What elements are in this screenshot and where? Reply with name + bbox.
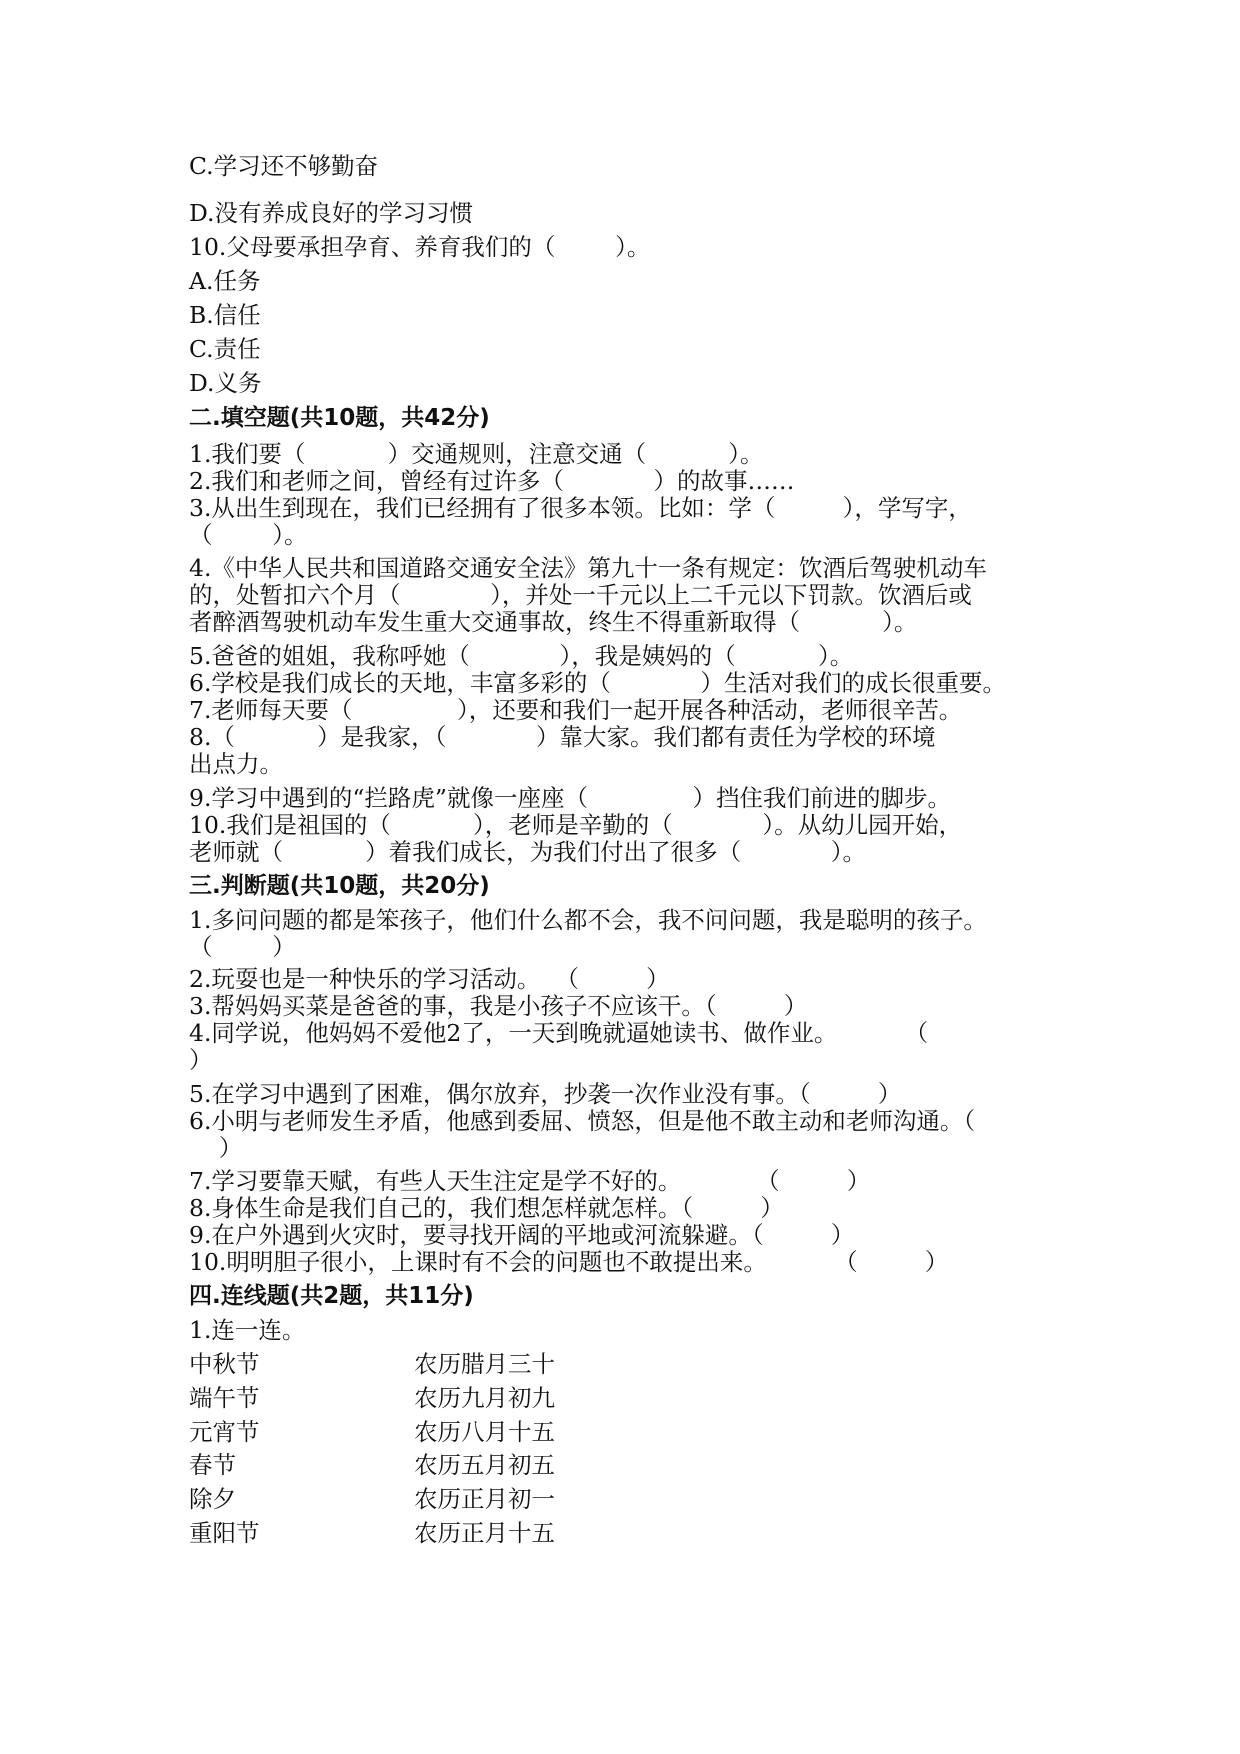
question-line: 1.我们要（ ）交通规则，注意交通（ ）。	[189, 440, 764, 468]
match-right-item: 农历八月十五	[414, 1418, 555, 1446]
question-line: 9.在户外遇到火灾时，要寻找开阔的平地或河流躲避。（ ）	[189, 1221, 855, 1249]
question-line: 3.帮妈妈买菜是爸爸的事，我是小孩子不应该干。（ ）	[189, 992, 808, 1020]
match-left-item: 元宵节	[189, 1418, 260, 1446]
question-line: ）	[189, 1046, 213, 1074]
question-line: 者醉酒驾驶机动车发生重大交通事故，终生不得重新取得（ ）。	[189, 608, 918, 636]
question-line: 1.连一连。	[189, 1316, 306, 1344]
option-line: D.没有养成良好的学习习惯	[189, 199, 473, 227]
match-left-item: 春节	[189, 1451, 236, 1479]
match-left-item: 中秋节	[189, 1350, 260, 1378]
question-line: 8.（ ）是我家，（ ）靠大家。我们都有责任为学校的环境	[189, 723, 936, 751]
question-line: 7.老师每天要（ ），还要和我们一起开展各种活动，老师很辛苦。	[189, 696, 963, 724]
question-line: 5.在学习中遇到了困难，偶尔放弃，抄袭一次作业没有事。（ ）	[189, 1080, 902, 1108]
question-line: 6.学校是我们成长的天地，丰富多彩的（ ）生活对我们的成长很重要。	[189, 669, 1007, 697]
match-right-item: 农历五月初五	[414, 1451, 555, 1479]
question-line: 的，处暂扣六个月（ ），并处一千元以上二千元以下罚款。饮酒后或	[189, 581, 972, 609]
question-line: （ ）。	[189, 521, 308, 549]
question-line: 1.多问问题的都是笨孩子，他们什么都不会，我不问问题，我是聪明的孩子。	[189, 906, 987, 934]
match-right-item: 农历腊月三十	[414, 1350, 555, 1378]
match-right-item: 农历正月十五	[414, 1519, 555, 1547]
question-line: 6.小明与老师发生矛盾，他感到委屈、愤怒，但是他不敢主动和老师沟通。（	[189, 1107, 976, 1135]
question-line: 10.父母要承担孕育、养育我们的（ ）。	[189, 233, 651, 261]
match-left-item: 重阳节	[189, 1519, 260, 1547]
section-heading-match: 四.连线题(共2题，共11分)	[189, 1283, 474, 1309]
match-right-item: 农历九月初九	[414, 1384, 555, 1412]
question-line: 4.同学说，他妈妈不爱他2了，一天到晚就逼她读书、做作业。 （	[189, 1019, 929, 1047]
match-left-item: 端午节	[189, 1384, 260, 1412]
question-line: 2.我们和老师之间，曾经有过许多（ ）的故事……	[189, 467, 795, 495]
question-line: 9.学习中遇到的“拦路虎”就像一座座（ ）挡住我们前进的脚步。	[189, 784, 952, 812]
question-line: 10.明明胆子很小，上课时有不会的问题也不敢提出来。 （ ）	[189, 1248, 949, 1276]
question-line: 老师就（ ）着我们成长，为我们付出了很多（ ）。	[189, 838, 867, 866]
question-line: 7.学习要靠天赋，有些人天生注定是学不好的。 （ ）	[189, 1167, 871, 1195]
question-line: 10.我们是祖国的（ ），老师是辛勤的（ ）。从幼儿园开始，	[189, 811, 963, 839]
option-line: C.学习还不够勤奋	[189, 152, 379, 180]
question-line: ）	[189, 1134, 243, 1162]
question-line: 2.玩耍也是一种快乐的学习活动。 （ ）	[189, 965, 670, 993]
option-line: B.信任	[189, 301, 261, 329]
question-line: 出点力。	[189, 750, 283, 778]
match-left-item: 除夕	[189, 1485, 236, 1513]
section-heading-fill: 二.填空题(共10题，共42分)	[189, 405, 490, 431]
option-line: D.义务	[189, 369, 262, 397]
section-heading-judge: 三.判断题(共10题，共20分)	[189, 873, 490, 899]
match-right-item: 农历正月初一	[414, 1485, 555, 1513]
question-line: 5.爸爸的姐姐，我称呼她（ ），我是姨妈的（ ）。	[189, 642, 854, 670]
question-line: （ ）	[189, 933, 296, 961]
option-line: C.责任	[189, 335, 261, 363]
option-line: A.任务	[189, 267, 261, 295]
question-line: 3.从出生到现在，我们已经拥有了很多本领。比如：学（ ），学写字，	[189, 494, 972, 522]
question-line: 8.身体生命是我们自己的，我们想怎样就怎样。（ ）	[189, 1194, 784, 1222]
question-line: 4.《中华人民共和国道路交通安全法》第九十一条有规定：饮酒后驾驶机动车	[189, 554, 987, 582]
